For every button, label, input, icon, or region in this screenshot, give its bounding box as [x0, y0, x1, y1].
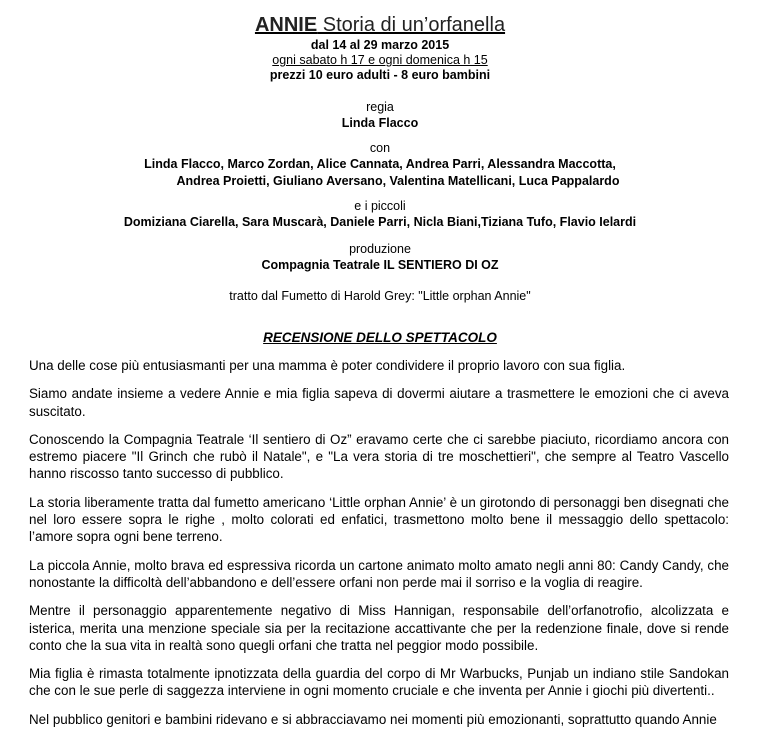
show-title: [0, 12, 760, 38]
review-paragraph: Una delle cose più entusiasmanti per una mamma è poter condividere il proprio lavoro con sua figlia.: [29, 358, 626, 373]
director-label: regia: [366, 100, 394, 114]
director-block: [0, 100, 760, 132]
children-label: e i piccoli: [354, 199, 406, 213]
production-label: produzione: [349, 242, 411, 256]
show-dates: dal 14 al 29 marzo 2015: [310, 38, 450, 52]
show-schedule: ogni sabato h 17 e ogni domenica h 15: [272, 53, 488, 67]
children-names: Domiziana Ciarella, Sara Muscarà, Daniele Parri, Nicla Biani,Tiziana Tufo, Flavio Ielardi: [123, 215, 637, 229]
show-title-subtitle: Storia di un’orfanella: [317, 14, 506, 36]
show-prices: prezzi 10 euro adulti - 8 euro bambini: [269, 68, 491, 82]
production-block: [0, 242, 760, 274]
cast-label: con: [369, 141, 391, 155]
cast-line-1: Linda Flacco, Marco Zordan, Alice Cannata, Andrea Parri, Alessandra Maccotta,: [144, 157, 616, 171]
source-block: [0, 289, 760, 304]
review-paragraph: La piccola Annie, molto brava ed espressiva ricorda un cartone animato molto amato negli anni 80: Candy Candy, che nonostante la difficoltà dell’abbandono e dell’essere orfani non perde mai il sorriso e la voglia di reagire.: [29, 557, 729, 590]
show-header: [0, 12, 760, 83]
review-paragraph: Conoscendo la Compagnia Teatrale ‘Il sentiero di Oz” eravamo certe che ci sarebbe piaciuto, ricordiamo ancora con estremo piacere "Il Grinch che rubò il Natale", e "La vera storia di tre moschettieri", che sempre al Teatro Vascello hanno riscosso tanto successo di pubblico.: [29, 431, 729, 482]
review-paragraph: Nel pubblico genitori e bambini ridevano e si abbracciavamo nei momenti più emozionanti, soprattutto quando Annie: [29, 711, 717, 727]
review-paragraph: Mentre il personaggio apparentemente negativo di Miss Hannigan, responsabile dell’orfanotrofio, alcolizzata e isterica, merita una menzione speciale sia per la recitazione accattivante che per la redenzione finale, dove si rende conto che la sua vita in realtà sono quegli orfani che tratta nel peggior modo possibile.: [29, 603, 729, 653]
review-paragraph: Mia figlia è rimasta totalmente ipnotizzata della guardia del corpo di Mr Warbucks, Punjab un indiano stile Sandokan che con le sue perle di saggezza interviene in ogni momento cruciale e che inventa per Annie i giochi più divertenti..: [29, 666, 729, 699]
show-title-bold: ANNIE: [254, 14, 318, 36]
source-text: tratto dal Fumetto di Harold Grey: "Little orphan Annie": [229, 289, 531, 303]
cast-line-2: Andrea Proietti, Giuliano Aversano, Valentina Matellicani, Luca Pappalardo: [176, 174, 620, 188]
review-body: [29, 357, 729, 739]
production-name: Compagnia Teatrale IL SENTIERO DI OZ: [261, 258, 499, 272]
cast-block: [0, 141, 760, 190]
children-block: [0, 199, 760, 231]
review-title: RECENSIONE DELLO SPETTACOLO: [263, 330, 497, 345]
review-paragraph: La storia liberamente tratta dal fumetto americano ‘Little orphan Annie’ è un girotondo di personaggi ben disegnati che nel loro essere sopra le righe , molto colorati ed enfatici, trasmettono molto bene il messaggio dello spettacolo: l’amore sopra ogni bene terreno.: [29, 494, 729, 545]
review-paragraph: Siamo andate insieme a vedere Annie e mia figlia sapeva di dovermi aiutare a trasmettere le emozioni che ci aveva suscitato.: [29, 386, 729, 419]
director-name: Linda Flacco: [341, 116, 419, 130]
